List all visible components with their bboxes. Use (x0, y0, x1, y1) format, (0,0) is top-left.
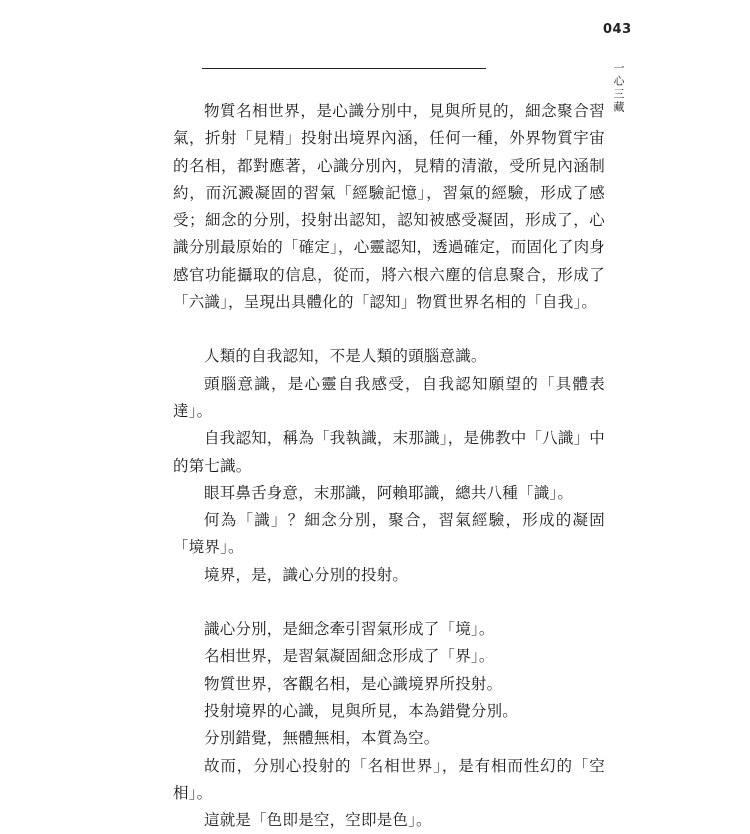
top-rule (202, 68, 486, 69)
paragraph: 物質世界，客觀名相，是心識境界所投射。 (204, 674, 503, 693)
paragraph: 這就是「色即是空，空即是色」。 (204, 811, 432, 830)
paragraph: 名相世界，是習氣凝固細念形成了「界」。 (204, 647, 495, 666)
paragraph: 人類的自我認知，不是人類的頭腦意識。 (204, 347, 487, 366)
paragraph: 頭腦意識，是心靈自我感受，自我認知願望的「具體表達」。 (173, 374, 605, 420)
paragraph: 自我認知，稱為「我執識，末那識」，是佛教中「八識」中的第七識。 (173, 429, 605, 475)
page-number: 043 (603, 22, 632, 37)
paragraph-gap (173, 589, 605, 616)
paragraph: 分別錯覺，無體無相，本質為空。 (204, 729, 440, 748)
paragraph-gap (173, 316, 605, 343)
body-text (173, 98, 605, 834)
paragraph: 境界，是，識心分別的投射。 (204, 565, 409, 584)
paragraph: 故而，分別心投射的「名相世界」，是有相而性幻的「空相」。 (173, 756, 605, 802)
paragraph: 何為「識」？細念分別，聚合，習氣經驗，形成的凝固「境界」。 (173, 511, 605, 557)
paragraph: 眼耳鼻舌身意，末那識，阿賴耶識，總共八種「識」。 (204, 483, 574, 502)
paragraph: 物質名相世界，是心識分別中，見與所見的，細念聚合習氣，折射「見精」投射出境界內涵，任何一種，外界物質宇宙的名相，都對應著，心識分別內，見精的清澈，受所見內涵制約，而沉澱凝固的習氣「經驗記憶」，習氣的經驗，形成了感受；細念的分別，投射出認知，認知被感受凝固，形成了，心識分別最原始的「確定」，心靈認知，透過確定，而固化了肉身感官功能攝取的信息，從而，將六根六塵的信息聚合，形成了「六識」，呈現出具體化的「認知」物質世界名相的「自我」。 (173, 102, 605, 312)
paragraph: 識心分別，是細念牽引習氣形成了「境」。 (204, 620, 495, 639)
running-head: 一心三藏 (612, 62, 625, 114)
paragraph: 投射境界的心識，見與所見，本為錯覺分別。 (204, 701, 519, 720)
